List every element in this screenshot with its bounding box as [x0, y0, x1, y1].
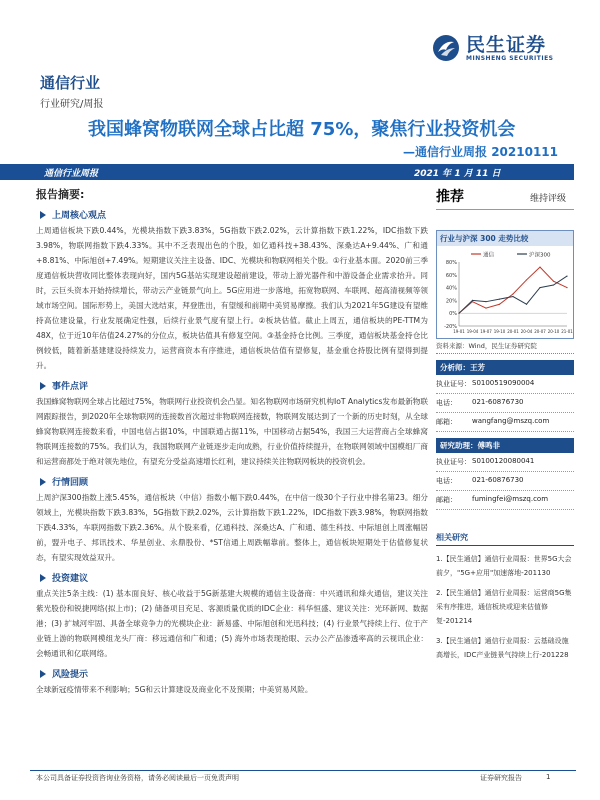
researcher-heading: 研究助理：傅鸣非 [436, 438, 574, 453]
bar-date: 2021 年 1 月 11 日 [414, 169, 501, 179]
related-item[interactable]: 2.【民生通信】通信行业周报：运营商5G集采有序推进，通信板块或迎来估值修复-201214 [436, 589, 572, 625]
x-tick-label: 20-01 [507, 329, 519, 334]
triangle-bullet-icon [40, 382, 46, 390]
logo-en: MINSHENG SECURITIES [466, 54, 554, 62]
industry-label: 通信行业 [40, 74, 101, 92]
main-column [36, 186, 428, 697]
bar-report-type: 通信行业周报 [44, 169, 99, 179]
data-point [553, 281, 554, 282]
researcher-row: 电话： 021-60876730 [436, 472, 574, 491]
data-point [566, 287, 567, 288]
data-point [458, 313, 459, 314]
page-number: 1 [546, 773, 551, 781]
section-text: 我国蜂窝物联网全球占比超过75%，物联网行业投资机会凸显。知名物联网市场研究机构IoT Analytics发布最新物联网跟踪报告，到2020年全球物联网的连接数首次超过非物联网连接数，物联网发展达到了一个新的历史时刻，从全球蜂窝物联网连接数来看，中国电信占据10%，中国联通占据11%，中国移动占据54%，我国三大运营商占全球蜂窝物联网连接数的75%。我们认为，我国物联网产业链逐步走向成熟，行业价值持续提升，在物联网领域中国模组厂商和运营商都处于绝对领先地位，有望充分受益高速增长红利，建议持续关注物联网板块的投资机会。 [36, 397, 428, 466]
data-point [485, 307, 486, 308]
x-tick-label: 19-01 [453, 329, 465, 334]
data-point [472, 300, 473, 301]
section-text: 重点关注5条主线：(1) 基本面良好、核心收益于5G新基建大规模的通信主设备商：中兴通讯和烽火通信，建议关注紫光股份和锐捷网络(拟上市)；(2) 储备项目充足、客源质量优质的IDC企业：科华恒盛、建议关注：光环新网、数据港；(3) 扩城河牢固、具备全球竞争力的光模块企业：新易盛、中际旭创和光迅科技；(4) 行业景气持续上行、位于产业链上游的物联网模组龙头厂商：移远通信和广和通；(5) 海外市场表现抢眼、云办公产品渗透率高的云视讯企业：会畅通讯和亿联网络。 [36, 589, 428, 658]
related-item[interactable]: 3.【民生通信】通信行业周报：云基础设施高增长，IDC产业链景气持续上行-201228 [436, 637, 569, 659]
data-point [566, 275, 567, 276]
section-heading: 风险提示 [36, 667, 428, 680]
report-subtitle: —通信行业周报 20210111 [403, 145, 558, 159]
x-tick-label: 19-10 [493, 329, 506, 334]
header-bar [0, 164, 574, 180]
x-tick-label: 21-01 [561, 329, 573, 334]
data-point [499, 304, 500, 305]
section-text: 上周通信板块下跌0.44%，光模块指数下跌3.83%，5G指数下跌2.02%，云计算指数下跌1.22%，IDC指数下跌3.98%，物联网指数下跌4.33%。其中不乏表现出色的个股，如亿通科技+38.43%、深桑达A+9.44%、广和通+8.81%、中际旭创+7.49%。短期建议关注主设备、IDC、光模块和物联网相关个股。①行业基本面。2020前三季度通信板块营收同比整体表现向好，国内5G基站实现建设超前建设，带动上游光器件和中游设备企业需求抬升。同时，云巨头资本开始持续增长，带动云产业链景气向上。5G应用进一步落地，拓宽物联网、车联网、超高清视频等领域市场空间。国际形势上，美国大选结束，拜登胜出，有望缓和前期中美贸易摩擦。我们认为2021年5G建设有望维持高位建设量，行业发展确定性强，后续行业景气度有望上行。②板块估值。截止上周五，通信板块的PE-TTM为48X，位于近10年估值24.27%的分位点，板块估值具有修复空间。③基金持仓比例。三季度，通信板块基金持仓比例较低，随着新基建建设持续发力，运营商资本有序推进，通信板块估值有望修复，基金重仓持股比例有望得到提升。 [36, 226, 428, 370]
bird-logo-icon [432, 34, 460, 62]
y-tick-label: 0% [449, 311, 457, 318]
triangle-bullet-icon [40, 574, 46, 582]
related-item[interactable]: 1.【民生通信】通信行业周报：世界5G大会前夕，"5G+应用"加速落地-201130 [436, 555, 572, 577]
data-point [526, 279, 527, 280]
series-line-csi300 [459, 276, 567, 313]
triangle-bullet-icon [40, 211, 46, 219]
x-tick-label: 20-04 [520, 329, 533, 334]
footer-divider [30, 770, 576, 771]
report-title: 我国蜂窝物联网全球占比超 75%，聚焦行业投资机会 [88, 119, 516, 140]
section-heading: 投资建议 [36, 571, 428, 584]
footer-disclaimer: 本公司具备证券投资咨询业务资格，请务必阅读最后一页免责声明 [36, 774, 239, 782]
data-point [553, 284, 554, 285]
x-tick-label: 20-10 [547, 329, 560, 334]
y-tick-label: -20% [444, 324, 457, 330]
triangle-bullet-icon [40, 670, 46, 678]
trend-chart [437, 246, 571, 338]
data-point [485, 301, 486, 302]
data-point [539, 287, 540, 288]
x-tick-label: 19-07 [480, 329, 492, 334]
chart-source: 资料来源：Wind，民生证券研究院 [436, 341, 574, 354]
chart-title: 行业与沪深 300 走势比较 [437, 231, 573, 246]
legend-label: 沪深300 [529, 252, 551, 259]
section-heading: 行情回顾 [36, 475, 428, 488]
section-heading: 上周核心观点 [36, 208, 428, 221]
subcategory-label: 行业研究/周报 [40, 99, 104, 110]
x-tick-label: 20-07 [534, 329, 546, 334]
section-heading: 事件点评 [36, 379, 428, 392]
company-logo [432, 34, 554, 62]
summary-heading: 报告摘要: [36, 188, 85, 201]
researcher-row: 执业证号： S0100120080041 [436, 453, 574, 472]
legend-label: 通信 [483, 252, 495, 259]
rating-label: 维持评级 [529, 194, 566, 204]
sidebar-column [436, 186, 574, 662]
data-point [526, 304, 527, 305]
section-text: 上周沪深300指数上涨5.45%，通信板块（中信）指数小幅下跌0.44%，在中信一级30个子行业中排名第23。细分领域上，光模块指数下跌3.83%，5G指数下跌2.02%，云计算指数下跌1.22%，IDC指数下跌3.98%，物联网指数下跌4.33%，车联网指数下跌2.36%。从个股来看，亿通科技、深桑达A、广和通、德生科技、中际旭创上周涨幅居前，盟升电子、邦讯技术、华星创业、永鼎股份、*ST信通上周跌幅靠前。整体上，通信板块短期处于估值修复状态，有望实现效益双升。 [36, 493, 428, 562]
triangle-bullet-icon [40, 478, 46, 486]
recommendation [436, 186, 574, 210]
analyst-row: 执业证号： S0100519090004 [436, 375, 574, 394]
y-tick-label: 40% [445, 285, 457, 292]
series-line-communication [459, 267, 567, 313]
analyst-heading: 分析师：王芳 [436, 360, 574, 375]
y-tick-label: 60% [445, 272, 457, 279]
researcher-row: 邮箱： fumingfei@mszq.com [436, 491, 574, 510]
data-point [512, 293, 513, 294]
logo-cn: 民生证券 [466, 33, 547, 56]
footer-report-label: 证券研究报告 [480, 774, 522, 782]
y-tick-label: 20% [445, 298, 457, 305]
data-point [539, 267, 540, 268]
chart-box [436, 230, 574, 339]
analyst-row: 电话： 021-60876730 [436, 394, 574, 413]
x-tick-label: 19-04 [466, 329, 479, 334]
analyst-row: 邮箱： wangfang@mszq.com [436, 413, 574, 432]
related-heading: 相关研究 [436, 532, 574, 546]
section-text: 全球新冠疫情带来不利影响；5G和云计算建设及商业化不及预期；中美贸易风险。 [36, 685, 313, 694]
data-point [512, 296, 513, 297]
recommend-label: 推荐 [436, 189, 464, 205]
y-tick-label: 80% [445, 260, 457, 266]
data-point [499, 299, 500, 300]
